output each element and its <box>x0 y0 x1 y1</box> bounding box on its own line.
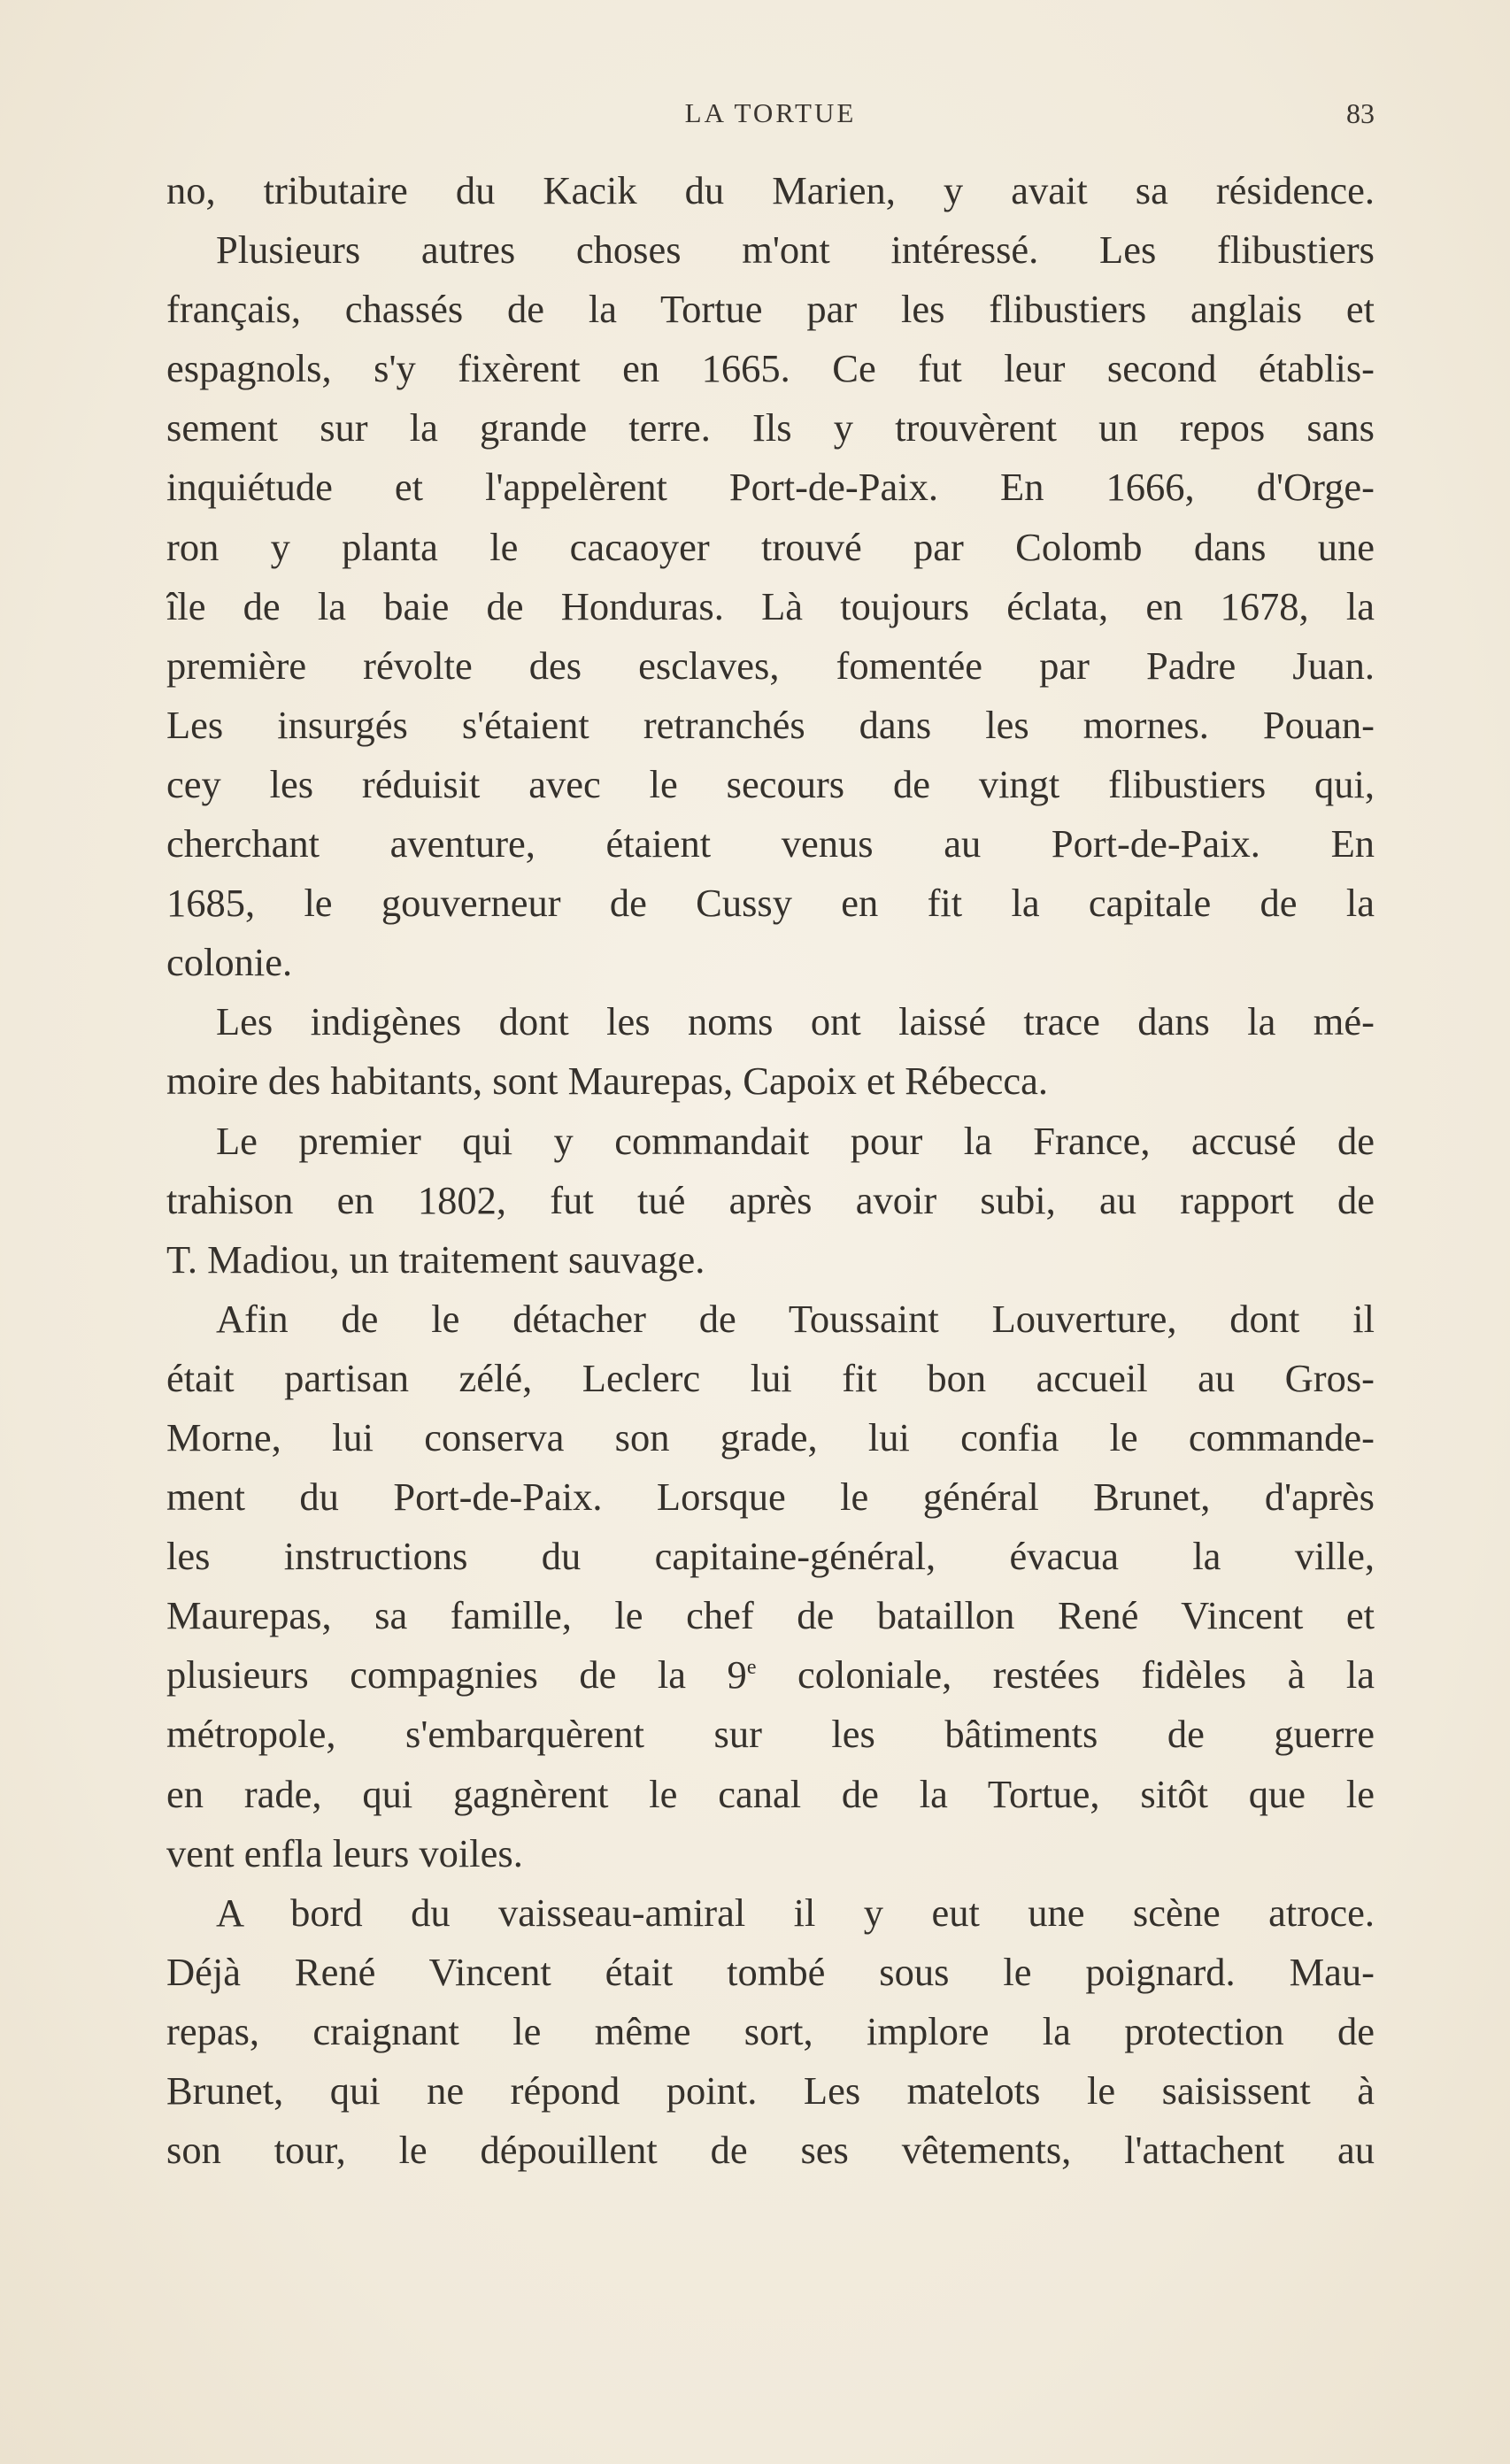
text-line: Les indigènes dont les noms ont laissé trace dans la mé- <box>216 999 1375 1044</box>
page-number: 83 <box>1346 97 1375 129</box>
text-line: trahison en 1802, fut tué après avoir subi, au rapport de <box>166 1177 1375 1222</box>
text-line-end: coloniale, restées fidèles à la <box>756 1652 1375 1698</box>
text-line: première révolte des esclaves, fomentée par Padre Juan. <box>166 643 1375 688</box>
text-line: son tour, le dépouillent de ses vêtements, l'attachent au <box>166 2128 1375 2173</box>
text-line: Plusieurs autres choses m'ont intéressé. Les flibustiers <box>216 227 1375 273</box>
text-line: cherchant aventure, étaient venus au Port-de-Paix. En <box>166 821 1375 866</box>
text-line: ment du Port-de-Paix. Lorsque le général Brunet, d'après <box>166 1475 1375 1520</box>
text-line-start: plusieurs compagnies de la 9 <box>166 1652 747 1698</box>
text-line: les instructions du capitaine-général, évacua la ville, <box>166 1534 1375 1579</box>
text-line: en rade, qui gagnèrent le canal de la Tortue, sitôt que le <box>166 1771 1375 1816</box>
text-line: inquiétude et l'appelèrent Port-de-Paix. En 1666, d'Orge- <box>166 465 1375 510</box>
text-line: vent enfla leurs voiles. <box>166 1830 523 1875</box>
text-line: Déjà René Vincent était tombé sous le poignard. Mau- <box>166 1949 1375 1994</box>
text-line: repas, craignant le même sort, implore la protection de <box>166 2008 1375 2053</box>
text-line: T. Madiou, un traitement sauvage. <box>166 1236 705 1282</box>
text-line: Le premier qui y commandait pour la France, accusé de <box>216 1118 1375 1163</box>
text-line: A bord du vaisseau-amiral il y eut une scène atroce. <box>216 1890 1375 1935</box>
text-line: français, chassés de la Tortue par les flibustiers anglais et <box>166 287 1375 332</box>
text-line: était partisan zélé, Leclerc lui fit bon accueil au Gros- <box>166 1355 1375 1400</box>
text-line: 1685, le gouverneur de Cussy en fit la capitale de la <box>166 881 1375 926</box>
page-header <box>166 94 1375 133</box>
text-line: cey les réduisit avec le secours de vingt flibustiers qui, <box>166 761 1375 806</box>
text-line: espagnols, s'y fixèrent en 1665. Ce fut leur second établis- <box>166 346 1375 391</box>
text-line: colonie. <box>166 940 293 985</box>
text-line: Morne, lui conserva son grade, lui confia le commande- <box>166 1414 1375 1459</box>
text-line <box>166 1645 1375 1705</box>
text-line: île de la baie de Honduras. Là toujours éclata, en 1678, la <box>166 583 1375 628</box>
text-line: Afin de le détacher de Toussaint Louverture, dont il <box>216 1296 1375 1341</box>
text-line: Les insurgés s'étaient retranchés dans les mornes. Pouan- <box>166 702 1375 747</box>
body-text <box>166 161 1375 2180</box>
text-line: sement sur la grande terre. Ils y trouvèrent un repos sans <box>166 405 1375 450</box>
text-line: métropole, s'embarquèrent sur les bâtiments de guerre <box>166 1712 1375 1757</box>
superscript-e: e <box>746 1656 757 1680</box>
text-line: Brunet, qui ne répond point. Les matelots le saisissent à <box>166 2068 1375 2113</box>
text-line: ron y planta le cacaoyer trouvé par Colomb dans une <box>166 524 1375 569</box>
text-line: no, tributaire du Kacik du Marien, y avait sa résidence. <box>166 168 1375 212</box>
text-line: Maurepas, sa famille, le chef de bataillon René Vincent et <box>166 1593 1375 1638</box>
text-line: moire des habitants, sont Maurepas, Capoix et Rébecca. <box>166 1059 1049 1104</box>
running-title: LA TORTUE <box>684 97 857 128</box>
